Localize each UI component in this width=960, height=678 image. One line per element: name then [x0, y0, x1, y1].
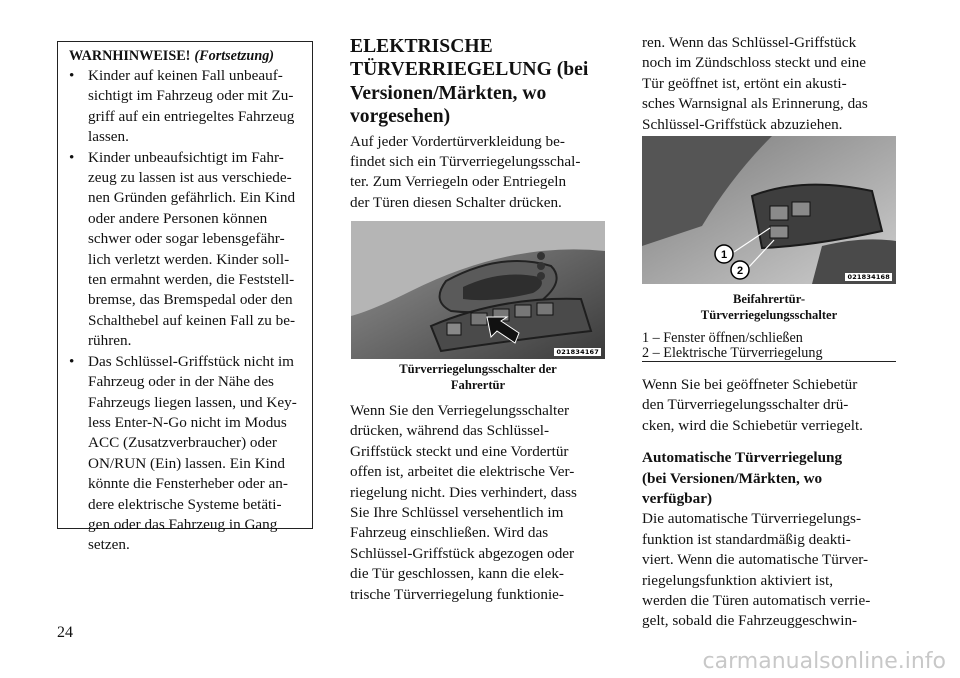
line: ter. Zum Verriegeln oder Entriegeln [350, 173, 567, 191]
line: rühren. [88, 332, 132, 350]
line: viert. Wenn die automatische Türver- [642, 551, 869, 569]
driver-door-photo [351, 221, 605, 359]
line: sches Warnsignal als Erinnerung, das [642, 95, 868, 113]
photo1-caption [351, 361, 605, 393]
heading-line: Automatische Türverriegelung [642, 449, 843, 467]
line: Schalthebel auf keinen Fall zu be- [88, 311, 296, 329]
heading-line: verfügbar) [642, 490, 713, 508]
line: könnte die Fensterheber oder an- [88, 475, 288, 493]
warning-title [69, 48, 306, 65]
warning-bullet [64, 148, 306, 352]
line: offen ist, arbeitet die elektrische Ver- [350, 463, 575, 481]
line: gelt, sobald die Fahrzeuggeschwin- [642, 612, 858, 630]
line: gen oder das Fahrzeug in Gang [88, 515, 278, 533]
line: Kinder auf keinen Fall unbeauf- [88, 67, 283, 84]
line: Griffstück steckt und eine Vordertür [350, 442, 569, 460]
line: lich verletzt werden. Kinder soll- [88, 250, 290, 268]
line: werden die Türen automatisch verrie- [642, 592, 871, 610]
legend-item: 1 – Fenster öffnen/schließen [642, 330, 803, 346]
line: riegelung nicht. Dies verhindert, dass [350, 483, 577, 501]
middle-column [350, 35, 606, 213]
callout-1: 1 [720, 249, 728, 261]
photo2-legend [642, 331, 894, 362]
line: trische Türverriegelung funktionie- [350, 585, 564, 603]
continuation-paragraph [642, 33, 896, 135]
warning-bullet [64, 352, 306, 556]
heading-line: Versionen/Märkten, wo [350, 82, 547, 104]
watermark[interactable]: carmanualsonline.info [702, 649, 946, 674]
line: cken, wird die Schiebetür verriegelt. [642, 416, 863, 434]
line: die Tür geschlossen, kann die elek- [350, 565, 564, 583]
line: zeug zu lassen ist aus verschiede- [88, 169, 292, 187]
page-number: 24 [57, 624, 73, 641]
section-heading [350, 35, 606, 129]
bullet-dot-icon: • [69, 148, 75, 166]
legend-item: 2 – Elektrische Türverriegelung [642, 345, 823, 361]
warning-continued: (Fortsetzung) [194, 48, 275, 64]
photo-id: 021834168 [847, 273, 890, 281]
line: less Enter-N-Go nicht im Modus [88, 413, 287, 431]
heading-line: (bei Versionen/Märkten, wo [642, 469, 823, 487]
line: Schlüssel-Griffstück abzuziehen. [642, 115, 843, 133]
line: Kinder unbeaufsichtigt im Fahr- [88, 148, 284, 166]
line: funktion ist standardmäßig deakti- [642, 530, 851, 548]
right-column-bottom [642, 375, 896, 632]
caption-line: Fahrertür [450, 378, 506, 392]
passenger-panel-illustration [642, 136, 896, 284]
line: lassen. [88, 128, 129, 146]
line: sichtigt im Fahrzeug oder mit Zu- [88, 87, 294, 105]
photo2-caption-wrap [642, 291, 896, 323]
line: noch im Zündschloss steckt und eine [642, 54, 866, 72]
right-column-top [642, 33, 896, 135]
line: Sie Ihre Schlüssel versehentlich im [350, 504, 564, 522]
line: Das Schlüssel-Griffstück nicht im [88, 352, 294, 370]
warning-box [57, 41, 313, 554]
legend-divider [642, 361, 896, 362]
photo-id: 021834167 [556, 348, 599, 356]
callout-2: 2 [736, 265, 744, 277]
bullet-dot-icon: • [69, 67, 75, 84]
auto-lock-heading [642, 448, 896, 509]
line: Wenn Sie bei geöffneter Schiebetür [642, 376, 858, 393]
line: dere elektrische Systeme betäti- [88, 495, 282, 513]
passenger-door-photo [642, 136, 896, 284]
caption-line: Türverriegelungsschalter der [399, 362, 557, 376]
warning-bullet-text [88, 352, 306, 556]
line: Wenn Sie den Verriegelungsschalter [350, 402, 570, 419]
line: setzen. [88, 536, 130, 554]
photo1-caption-wrap [351, 361, 605, 393]
heading-line: TÜRVERRIEGELUNG (bei [350, 59, 589, 81]
line: oder andere Personen können [88, 209, 268, 227]
line: findet sich ein Türverriegelungsschal- [350, 153, 581, 171]
line: riegelungsfunktion aktiviert ist, [642, 571, 834, 589]
warning-bullet-text [88, 148, 306, 352]
line: Die automatische Türverriegelungs- [642, 510, 862, 528]
line: Tür geöffnet ist, ertönt ein akusti- [642, 74, 847, 92]
line: drücken, während das Schlüssel- [350, 422, 550, 440]
body-paragraph-wrap [350, 401, 606, 605]
line: ren. Wenn das Schlüssel-Griffstück [642, 34, 857, 51]
bullet-dot-icon: • [69, 352, 75, 370]
caption-line: Beifahrertür- [732, 292, 806, 306]
body-paragraph [350, 401, 606, 605]
warning-title-text: WARNHINWEISE! [69, 48, 191, 64]
sliding-door-paragraph [642, 375, 896, 436]
line: ten ermahnt werden, die Feststell- [88, 271, 295, 289]
line: Fahrzeug oder in der Nähe des [88, 373, 274, 391]
line: ON/RUN (Ein) lassen. Ein Kind [88, 454, 285, 472]
line: schwer oder sogar lebensgefähr- [88, 230, 285, 248]
line: bremse, das Bremspedal oder den [88, 291, 293, 309]
line: der Türen diesen Schalter drücken. [350, 193, 562, 211]
heading-line: vorgesehen) [350, 106, 451, 128]
line: ACC (Zusatzverbraucher) oder [88, 434, 277, 452]
intro-paragraph [350, 132, 606, 214]
warning-bullet [64, 66, 306, 148]
line: den Türverriegelungsschalter drü- [642, 396, 849, 414]
line: griff auf ein entriegeltes Fahrzeug [88, 107, 295, 125]
photo2-caption [642, 291, 896, 323]
line: nen Gründen gefährlich. Ein Kind [88, 189, 296, 207]
door-panel-illustration [351, 221, 605, 359]
warning-bullet-text [88, 66, 306, 148]
line: Schlüssel-Griffstück abgezogen oder [350, 544, 575, 562]
caption-line: Türverriegelungsschalter [700, 308, 838, 322]
line: Auf jeder Vordertürverkleidung be- [350, 132, 565, 150]
heading-line: ELEKTRISCHE [350, 36, 493, 57]
line: Fahrzeug einschließen. Wird das [350, 524, 549, 542]
line: Fahrzeugs liegen lassen, und Key- [88, 393, 297, 411]
auto-lock-paragraph [642, 509, 896, 631]
